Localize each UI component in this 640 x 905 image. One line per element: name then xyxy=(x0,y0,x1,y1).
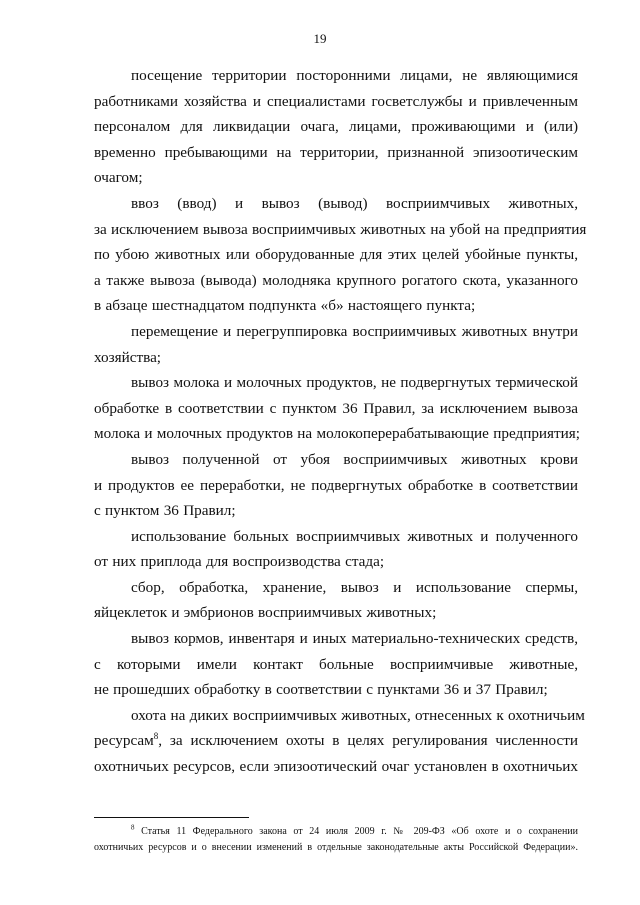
text-line: яйцеклеток и эмбрионов восприимчивых животных; xyxy=(94,604,437,622)
text-fragment: , за исключением охоты в целях регулирования численности xyxy=(158,732,578,750)
footnote-line: охотничьих ресурсов и о внесении изменений в отдельные законодательные акты Российской Федерации». xyxy=(94,842,578,853)
main-text xyxy=(94,63,587,780)
footnote-reference: 8 xyxy=(153,731,159,742)
text-line: в абзаце шестнадцатом подпункта «б» настоящего пункта; xyxy=(94,297,476,315)
text-line: использование больных восприимчивых животных и полученного xyxy=(131,527,578,545)
footnote-separator xyxy=(94,817,249,818)
text-line: посещение территории посторонними лицами, не являющимися xyxy=(131,67,578,84)
text-line: работниками хозяйства и специалистами госветслужбы и привлеченным xyxy=(94,92,578,110)
text-line: не прошедших обработку в соответствии с пунктами 36 и 37 Правил; xyxy=(94,681,548,699)
text-line: а также вывоза (вывода) молодняка крупного рогатого скота, указанного xyxy=(94,271,578,289)
footnote-marker: 8 xyxy=(131,823,135,832)
text-line: вывоз полученной от убоя восприимчивых животных крови xyxy=(131,450,578,468)
text-line: молока и молочных продуктов на молокоперерабатывающие предприятия; xyxy=(94,425,581,443)
text-fragment: ресурсам xyxy=(94,732,154,750)
text-line: и продуктов ее переработки, не подвергнутых обработке в соответствии xyxy=(94,476,578,494)
text-line: по убою животных или оборудованные для этих целей убойные пункты, xyxy=(94,246,578,264)
text-line: охотничьих ресурсов, если эпизоотический очаг установлен в охотничьих xyxy=(94,758,578,776)
text-line: с пунктом 36 Правил; xyxy=(94,502,236,520)
text-line: за исключением вывоза восприимчивых животных на убой на предприятия xyxy=(94,220,587,238)
text-line: от них приплода для воспроизводства стада; xyxy=(94,553,385,571)
text-line: сбор, обработка, хранение, вывоз и использование спермы, xyxy=(131,578,578,596)
page-number: 19 xyxy=(313,31,327,46)
text-line: с которыми имели контакт больные восприимчивые животные, xyxy=(94,655,578,673)
footnote-line xyxy=(94,824,578,840)
text-line: охота на диких восприимчивых животных, отнесенных к охотничьим xyxy=(131,706,585,724)
text-line: вывоз кормов, инвентаря и иных материально-технических средств, xyxy=(131,630,578,648)
text-line: ввоз (ввод) и вывоз (вывод) восприимчивых животных, xyxy=(131,194,578,212)
text-line: очагом; xyxy=(94,169,143,187)
text-line: хозяйства; xyxy=(94,348,162,366)
text-line: перемещение и перегруппировка восприимчивых животных внутри xyxy=(131,322,578,340)
footnote-text: Статья 11 Федерального закона от 24 июля 2009 г. № 209-ФЗ «Об охоте и о сохранении xyxy=(134,826,578,837)
text-line: обработке в соответствии с пунктом 36 Правил, за исключением вывоза xyxy=(94,399,578,417)
footnote xyxy=(94,824,578,856)
text-line xyxy=(94,728,578,754)
text-line: временно пребывающими на территории, признанной эпизоотическим xyxy=(94,143,578,161)
text-line: вывоз молока и молочных продуктов, не подвергнутых термической xyxy=(131,374,578,392)
text-line: персоналом для ликвидации очага, лицами, проживающими и (или) xyxy=(94,118,578,136)
